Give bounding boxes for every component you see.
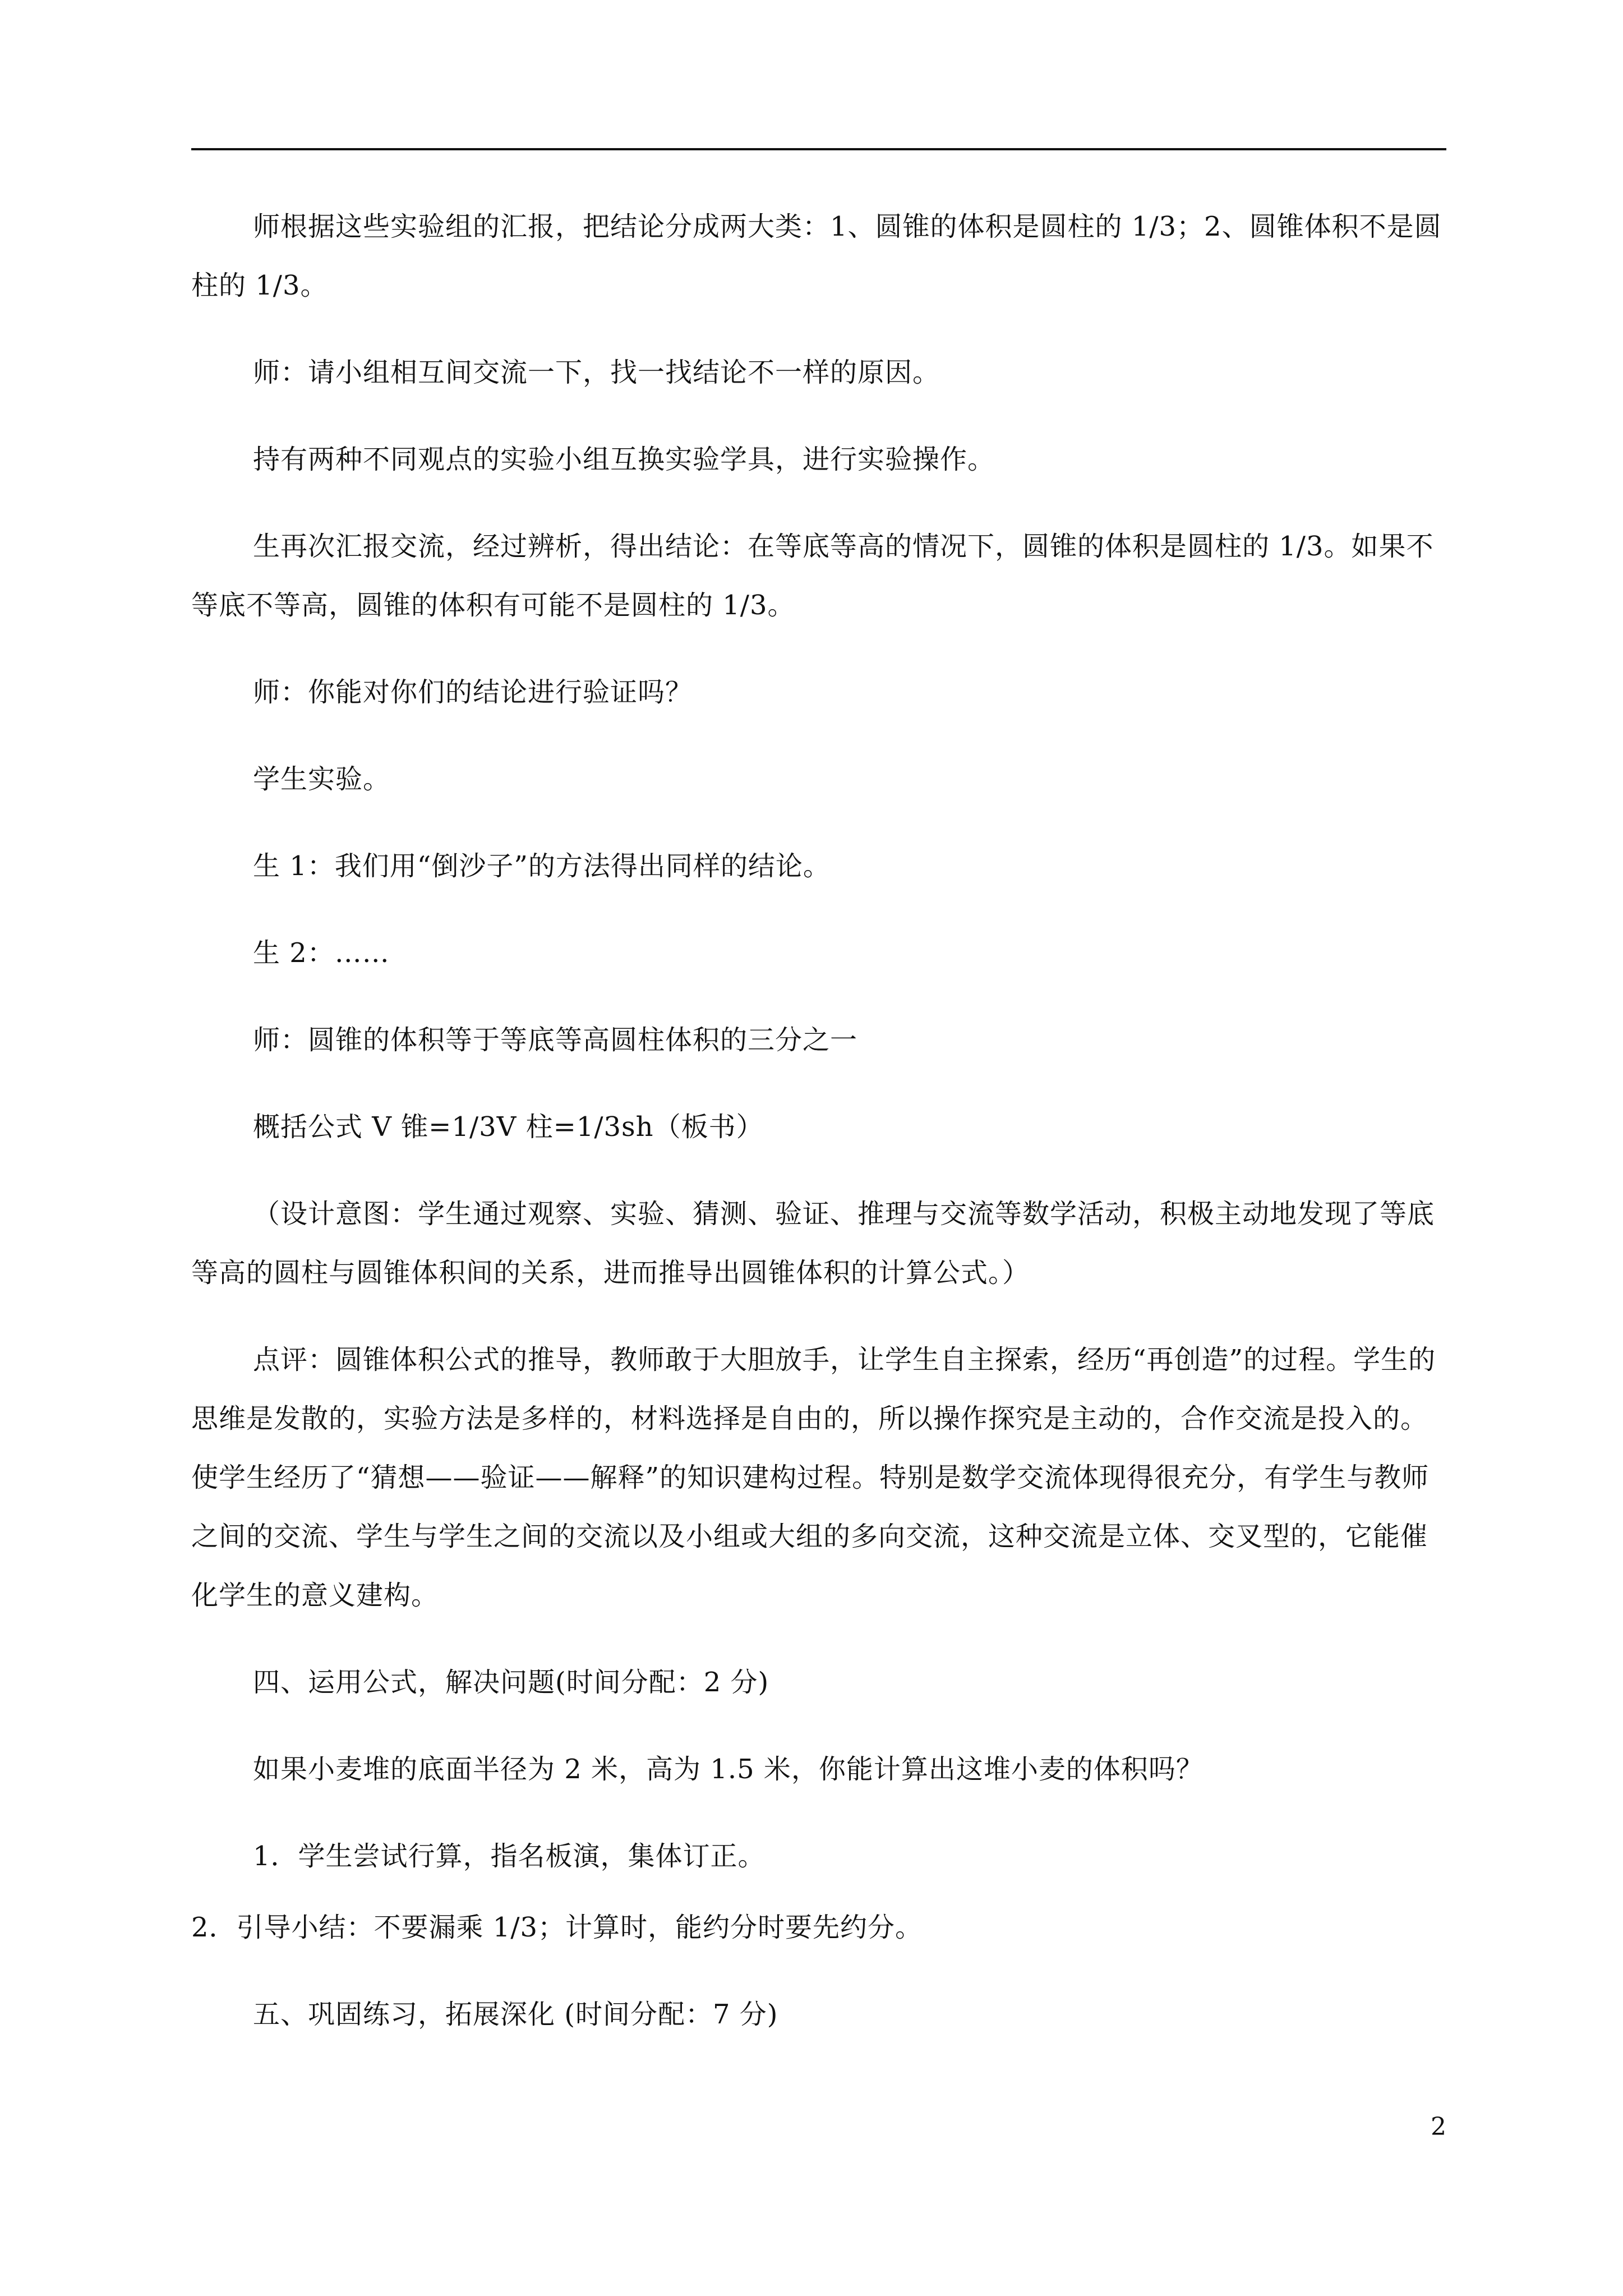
document-body <box>191 197 1446 2072</box>
paragraph-conclusion-categories: 师根据这些实验组的汇报，把结论分成两大类：1、圆锥的体积是圆柱的 1/3；2、圆锥体积不是圆柱的 1/3。 <box>191 211 1442 301</box>
page-number: 2 <box>1431 2113 1446 2141</box>
paragraph-exchange-tools: 持有两种不同观点的实验小组互换实验学具，进行实验操作。 <box>253 444 995 475</box>
paragraph-student-2: 生 2：…… <box>253 937 390 969</box>
paragraph-design-intent: （设计意图：学生通过观察、实验、猜测、验证、推理与交流等数学活动，积极主动地发现了等底等高的圆柱与圆锥体积间的关系，进而推导出圆锥体积的计算公式。） <box>191 1198 1435 1289</box>
paragraph-teacher-verify: 师：你能对你们的结论进行验证吗？ <box>253 677 693 708</box>
paragraph-wheat-problem: 如果小麦堆的底面半径为 2 米，高为 1.5 米，你能计算出这堆小麦的体积吗？ <box>253 1754 1204 1785</box>
paragraph-student-experiment: 学生实验。 <box>253 763 391 795</box>
header-rule <box>191 148 1446 150</box>
paragraph-student-1: 生 1：我们用“倒沙子”的方法得出同样的结论。 <box>253 850 831 882</box>
paragraph-teacher-discuss: 师：请小组相互间交流一下，找一找结论不一样的原因。 <box>253 357 940 388</box>
paragraph-student-report: 生再次汇报交流，经过辨析，得出结论：在等底等高的情况下，圆锥的体积是圆柱的 1/3。如果不等底不等高，圆锥的体积有可能不是圆柱的 1/3。 <box>191 531 1434 621</box>
list-item-2: 2．引导小结：不要漏乘 1/3；计算时，能约分时要先约分。 <box>191 1912 923 1943</box>
paragraph-formula: 概括公式 V 锥=1/3V 柱=1/3sh（板书） <box>253 1111 764 1143</box>
paragraph-teacher-conclusion: 师：圆锥的体积等于等底等高圆柱体积的三分之一 <box>253 1024 858 1056</box>
section-heading-practice: 五、巩固练习，拓展深化 (时间分配：7 分) <box>253 1999 778 2030</box>
paragraph-commentary: 点评：圆锥体积公式的推导，教师敢于大胆放手，让学生自主探索，经历“再创造”的过程。学生的思维是发散的，实验方法是多样的，材料选择是自由的，所以操作探究是主动的，合作交流是投入的。使学生经历了“猜想——验证——解释”的知识建构过程。特别是数学交流体现得很充分，有学生与教师之间的交流、学生与学生之间的交流以及小组或大组的多向交流，这种交流是立体、交叉型的，它能催化学生的意义建构。 <box>191 1344 1436 1611</box>
list-item-1: 1．学生尝试行算，指名板演，集体订正。 <box>253 1841 766 1872</box>
section-heading-apply-formula: 四、运用公式，解决问题(时间分配：2 分) <box>253 1667 769 1698</box>
